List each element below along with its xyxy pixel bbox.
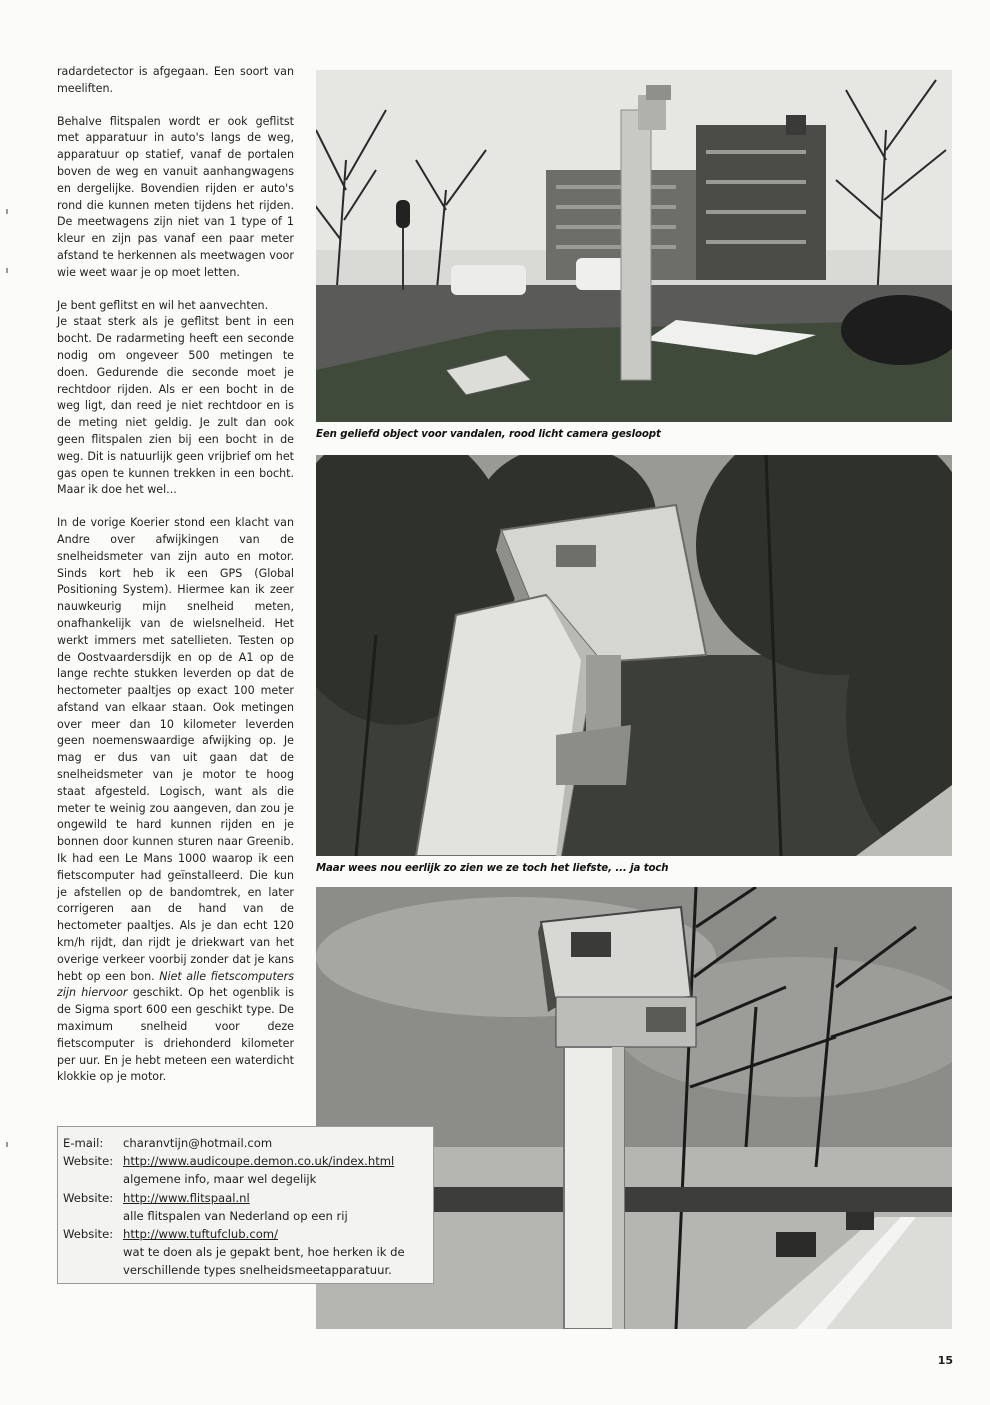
paragraph-4-italic: Niet alle fietscomputers zijn hiervoor [57,969,294,1000]
article-column [57,64,294,1102]
photo-vandalized-camera [316,70,952,422]
email-label: E-mail: [63,1136,104,1150]
website-row-1 [63,1152,433,1188]
website-url-3[interactable]: http://www.tuftufclub.com/ [123,1227,278,1242]
paragraph-3-lead: Je bent geflitst en wil het aanvechten. [57,298,269,312]
page-number: 15 [937,1354,953,1367]
website-desc-3: wat te doen als je gepakt bent, hoe herken ik de verschillende types snelheidsmeetapparatuur. [123,1245,405,1278]
margin-mark [6,209,8,214]
website-link-2 [123,1189,433,1225]
website-link-3 [123,1225,433,1280]
paragraph-2: Behalve flitspalen wordt er ook geflitst met apparatuur in auto's langs de weg, apparatuur op statief, vanaf de portalen boven de weg en vanuit aanhangwagens en dergelijke. Bovendien rijden er auto's rond die kunnen meten tijdens het rijden. De meetwagens zijn niet van 1 type of 1 kleur en zijn pas vanaf een paar meter afstand te herkennen als meetwagen voor wie weet waar je op moet letten. [57,114,294,279]
links-box [57,1126,434,1284]
email-value[interactable]: charanvtijn@hotmail.com [123,1136,273,1150]
website-label-3: Website: [63,1227,114,1242]
website-label-2: Website: [63,1190,114,1205]
email-row [63,1134,433,1152]
paragraph-4 [57,515,294,1086]
website-row-2 [63,1189,433,1225]
margin-mark [6,1142,8,1147]
caption-photo-2: Maar wees nou eerlijk zo zien we ze toch het liefste, ... ja toch [316,863,669,874]
photo-tilted-camera [316,455,952,856]
paragraph-3-body: Je staat sterk als je geflitst bent in een bocht. De radarmeting heeft een seconde nodig om ongeveer 500 metingen te doen. Gedurende die seconde moet je rechtdoor rijden. Als er een bocht in de weg ligt, dan reed je niet rechtdoor en is de meting niet geldig. Je zult dan ook geen flitspalen zien bij een bocht in de weg. Dit is natuurlijk geen vrijbrief om het gas open te kunnen trekken in een bocht. Maar ik doe het wel... [57,315,294,497]
website-url-1[interactable]: http://www.audicoupe.demon.co.uk/index.html [123,1154,395,1169]
website-row-3 [63,1225,433,1280]
website-desc-2: alle flitspalen van Nederland op een rij [123,1208,348,1223]
paragraph-3 [57,298,294,500]
website-link-1 [123,1152,433,1188]
paragraph-4-body: In de vorige Koerier stond een klacht van Andre over afwijkingen van de snelheidsmeter van zijn auto en motor. Sinds kort heb ik een GPS (Global Positioning System). Hiermee kan ik zeer nauwkeurig mijn snelheid meten, onafhankelijk van de wielsnelheid. Het werkt immers met satellieten. Testen op de Oostvaardersdijk en op de A1 op de lange rechte stukken leverden op dat de hectometer paaltjes op exact 100 meter afstand van elkaar staan. Ook metingen over meer dan 10 kilometer leverden geen noemenswaardige afwijking op. Je mag er dus van uit gaan dat de snelheidsmeter van je motor te hoog staat afgesteld. Logisch, want als die meter te weinig zou aangeven, dan zou je ongewild te hard kunnen rijden en je bonnen door kunnen sturen naar Greenib. Ik had een Le Mans 1000 waarop ik een fietscomputer had geïnstalleerd. Die kun je afstellen op de bandomtrek, en later corrigeren aan de hand van de hectometer paaltjes. Als je dan echt 120 km/h rijdt, dan rijdt je driekwart van het overige verkeer voorbij zonder dat je kans hebt op een bon. [57,516,294,983]
website-label-1: Website: [63,1154,114,1169]
website-url-2[interactable]: http://www.flitspaal.nl [123,1190,250,1205]
website-desc-1: algemene info, maar wel degelijk [123,1172,317,1187]
paragraph-4-end: geschikt. Op het ogenblik is de Sigma sport 600 een geschikt type. De maximum snelheid voor deze fietscomputer is driehonderd kilometer per uur. En je hebt meteen een waterdicht klokkie op je motor. [57,986,294,1084]
caption-photo-1: Een geliefd object voor vandalen, rood licht camera gesloopt [316,429,661,440]
margin-mark [6,268,8,273]
paragraph-1: radardetector is afgegaan. Een soort van meeliften. [57,65,294,95]
